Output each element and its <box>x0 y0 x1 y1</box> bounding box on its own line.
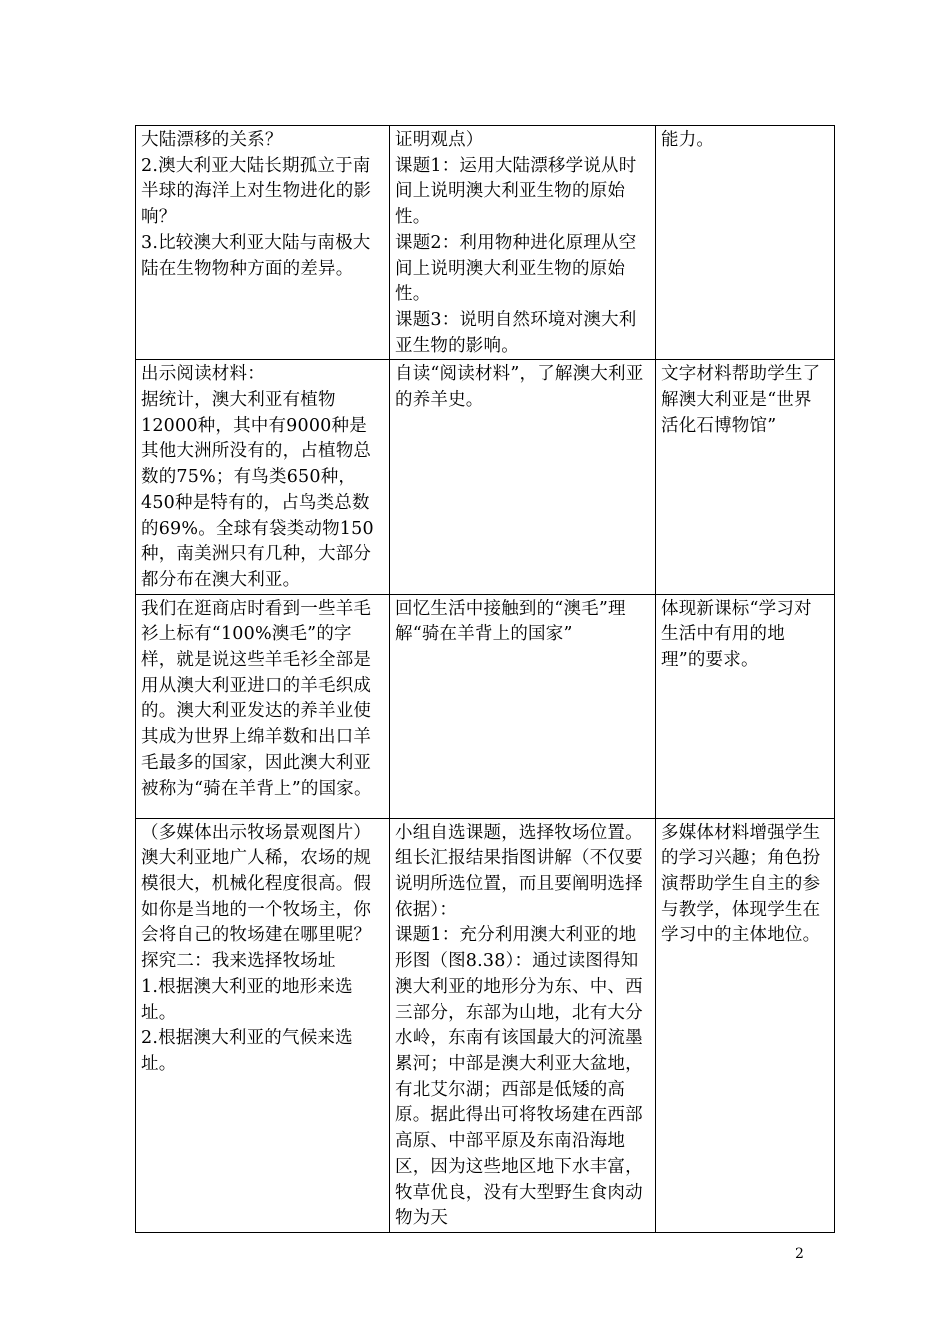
table-row <box>136 126 835 360</box>
cell-text: 2.根据澳大利亚的气候来选址。 <box>141 1028 353 1074</box>
cell-text: 回忆生活中接触到的“澳毛”理解“骑在羊背上的国家” <box>395 598 626 645</box>
cell-text: 澳大利亚地广人稀，农场的规模很大，机械化程度很高。假如你是当地的一个牧场主，你会将自己的牧场建在哪里呢？ <box>141 848 372 946</box>
student-activity-cell <box>390 126 656 360</box>
cell-text: 大陆漂移的关系？ <box>141 130 283 150</box>
cell-text: 1.根据澳大利亚的地形来选址。 <box>141 976 353 1023</box>
cell-text: 出示阅读材料： <box>141 364 265 385</box>
cell-text: （多媒体出示牧场景观图片） <box>141 822 372 843</box>
teacher-activity-cell <box>136 126 390 360</box>
teacher-activity-cell <box>136 360 390 594</box>
cell-text: 能力。 <box>661 130 715 150</box>
cell-text: 据统计，澳大利亚有植物12000种，其中有9000种是其他大洲所没有的，占植物总数的75%；有鸟类650种，450种是特有的，占鸟类总数的69%。全球有袋类动物150种，南美洲只有几种，大部分都分布在澳大利亚。 <box>141 390 374 590</box>
design-intent-cell <box>656 818 835 1232</box>
cell-text: 课题1：运用大陆漂移学说从时间上说明澳大利亚生物的原始性。 <box>395 155 637 228</box>
table-row <box>136 594 835 818</box>
cell-text: 探究二：我来选择牧场址 <box>141 951 336 972</box>
page-number: 2 <box>795 1246 804 1262</box>
cell-text: 3.比较澳大利亚大陆与南极大陆在生物物种方面的差异。 <box>141 232 371 279</box>
cell-text: 体现新课标“学习对生活中有用的地理”的要求。 <box>661 598 812 671</box>
cell-text: 证明观点） <box>395 130 484 150</box>
student-activity-cell <box>390 594 656 818</box>
cell-text: 我们在逛商店时看到一些羊毛衫上标有“100%澳毛”的字样，就是说这些羊毛衫全部是用从澳大利亚进口的羊毛织成的。澳大利亚发达的养羊业使其成为世界上绵羊数和出口羊毛最多的国家，因此澳大利亚被称为“骑在羊背上”的国家。 <box>141 598 372 799</box>
cell-text: 小组自选课题，选择牧场位置。组长汇报结果指图讲解（不仅要说明所选位置，而且要阐明选择依据）： <box>395 822 643 920</box>
design-intent-cell <box>656 594 835 818</box>
cell-text: 自读“阅读材料”，了解澳大利亚的养羊史。 <box>395 364 644 411</box>
design-intent-cell <box>656 126 835 360</box>
table-row <box>136 818 835 1232</box>
student-activity-cell <box>390 360 656 594</box>
lesson-plan-table <box>135 125 835 1233</box>
cell-text: 课题1：充分利用澳大利亚的地形图（图8.38）：通过读图得知澳大利亚的地形分为东、中、西三部分，东部为山地，北有大分水岭，东南有该国最大的河流墨累河；中部是澳大利亚大盆地，有北艾尔湖；西部是低矮的高原。据此得出可将牧场建在西部高原、中部平原及东南沿海地区，因为这些地区地下水丰富，牧草优良，没有大型野生食肉动物为天 <box>395 925 643 1229</box>
design-intent-cell <box>656 360 835 594</box>
cell-text: 多媒体材料增强学生的学习兴趣；角色扮演帮助学生自主的参与教学，体现学生在学习中的主体地位。 <box>661 822 821 946</box>
cell-text: 课题3：说明自然环境对澳大利亚生物的影响。 <box>395 309 637 356</box>
cell-text: 文字材料帮助学生了解澳大利亚是“世界活化石博物馆” <box>661 364 821 436</box>
teacher-activity-cell <box>136 818 390 1232</box>
teacher-activity-cell <box>136 594 390 818</box>
table-row <box>136 360 835 594</box>
cell-text: 2.澳大利亚大陆长期孤立于南半球的海洋上对生物进化的影响？ <box>141 155 372 228</box>
student-activity-cell <box>390 818 656 1232</box>
cell-text: 课题2：利用物种进化原理从空间上说明澳大利亚生物的原始性。 <box>395 232 637 305</box>
